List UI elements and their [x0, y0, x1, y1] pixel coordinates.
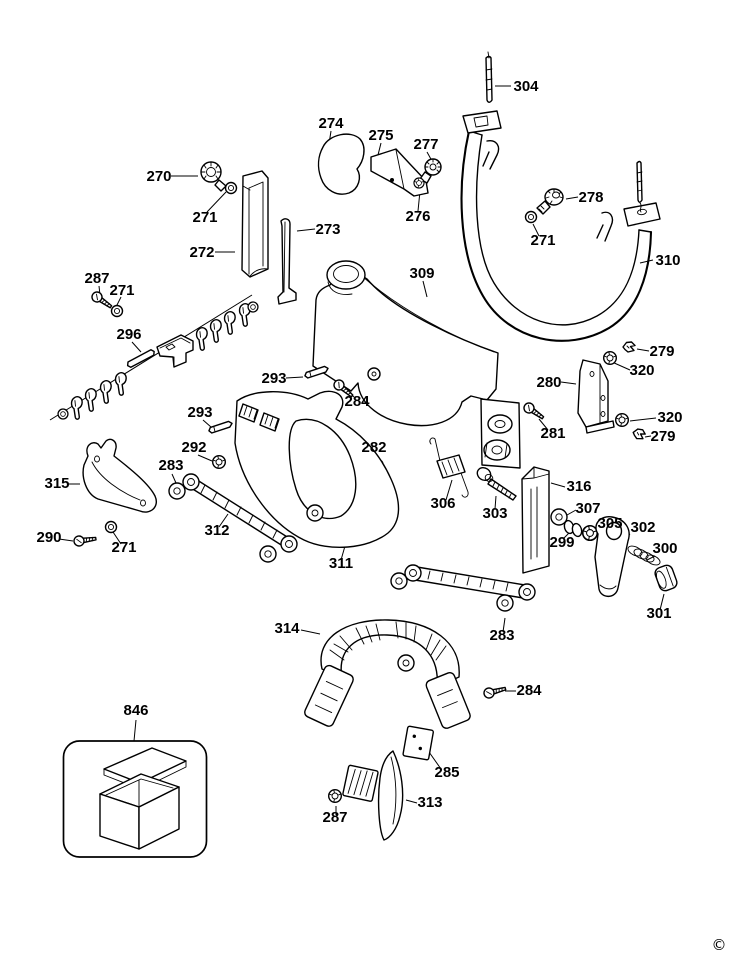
part-label-320-b: 320	[657, 409, 683, 426]
part-281-screw-drawing	[522, 401, 546, 422]
part-label-282: 282	[361, 439, 387, 456]
part-287-nut-drawing	[329, 790, 342, 803]
part-pin-upper-right-drawing	[637, 162, 642, 213]
part-label-271-b: 271	[530, 232, 556, 249]
part-label-275: 275	[368, 127, 394, 144]
part-label-312: 312	[204, 522, 230, 539]
part-274-gasket-drawing	[319, 134, 364, 194]
part-label-271-d: 271	[111, 539, 137, 556]
part-label-271: 271	[192, 209, 218, 226]
part-273-strip-drawing	[278, 219, 296, 304]
part-label-846: 846	[123, 702, 149, 719]
part-280-bracket-drawing	[578, 360, 614, 433]
part-label-270: 270	[146, 168, 172, 185]
part-label-306: 306	[430, 495, 456, 512]
part-316-bracket-drawing	[522, 467, 549, 573]
part-label-272: 272	[189, 244, 215, 261]
part-label-313: 313	[417, 794, 443, 811]
part-label-281: 281	[540, 425, 566, 442]
part-label-283-b: 283	[489, 627, 515, 644]
part-lower-rod-283-drawing	[391, 565, 535, 611]
part-label-274: 274	[318, 115, 344, 132]
part-314-kerf-board-drawing	[303, 620, 472, 730]
part-305-nut-drawing	[583, 526, 597, 540]
part-label-311: 311	[328, 555, 354, 572]
part-303-bolt-drawing	[475, 465, 516, 500]
part-label-285: 285	[434, 764, 460, 781]
part-296-pawl-kit-drawing	[58, 302, 258, 420]
part-278-knob-drawing	[537, 189, 563, 214]
part-label-280: 280	[536, 374, 562, 391]
part-label-316: 316	[566, 478, 592, 495]
part-label-300: 300	[652, 540, 678, 557]
part-label-276: 276	[405, 208, 431, 225]
part-label-304: 304	[513, 78, 539, 95]
copyright-mark: ©	[711, 936, 727, 954]
part-label-284: 284	[344, 393, 370, 410]
part-276-nut-drawing	[414, 178, 424, 188]
part-301-cap-drawing	[653, 564, 678, 593]
part-label-278: 278	[578, 189, 604, 206]
part-label-273: 273	[315, 221, 341, 238]
part-label-299: 299	[549, 534, 575, 551]
part-label-287-b: 287	[322, 809, 348, 826]
part-label-301: 301	[646, 605, 672, 622]
part-label-310: 310	[655, 252, 681, 269]
part-275-bracket-drawing	[371, 149, 428, 196]
part-label-290: 290	[36, 529, 62, 546]
part-270-knob-drawing	[201, 162, 226, 191]
part-label-279: 279	[649, 343, 675, 360]
part-label-320: 320	[629, 362, 655, 379]
part-label-303: 303	[482, 505, 508, 522]
part-label-309: 309	[409, 265, 435, 282]
part-290-screw-drawing	[73, 534, 96, 547]
part-272-channel-drawing	[242, 171, 268, 277]
part-label-277: 277	[413, 136, 439, 153]
part-label-279-b: 279	[650, 428, 676, 445]
part-label-293: 293	[261, 370, 287, 387]
part-label-315: 315	[44, 475, 70, 492]
part-label-293-b: 293	[187, 404, 213, 421]
part-label-287: 287	[84, 270, 110, 287]
part-315-arm-drawing	[83, 439, 156, 512]
part-846-box-drawing	[64, 741, 207, 857]
part-label-271-c: 271	[109, 282, 135, 299]
part-311-lower-guard-drawing	[235, 391, 399, 547]
part-313-finger-drawing	[379, 751, 403, 840]
part-label-314: 314	[274, 620, 300, 637]
part-label-284-b: 284	[516, 682, 542, 699]
part-label-305: 305	[597, 515, 623, 532]
part-label-292: 292	[181, 439, 207, 456]
part-label-283: 283	[158, 457, 184, 474]
part-label-296: 296	[116, 326, 142, 343]
part-304-pin-drawing	[486, 52, 492, 102]
part-310-guard-drawing	[462, 111, 660, 341]
part-label-302: 302	[630, 519, 656, 536]
part-292-nut-drawing	[213, 456, 226, 469]
part-label-307: 307	[575, 500, 601, 517]
part-279-clips-drawing	[623, 342, 646, 440]
